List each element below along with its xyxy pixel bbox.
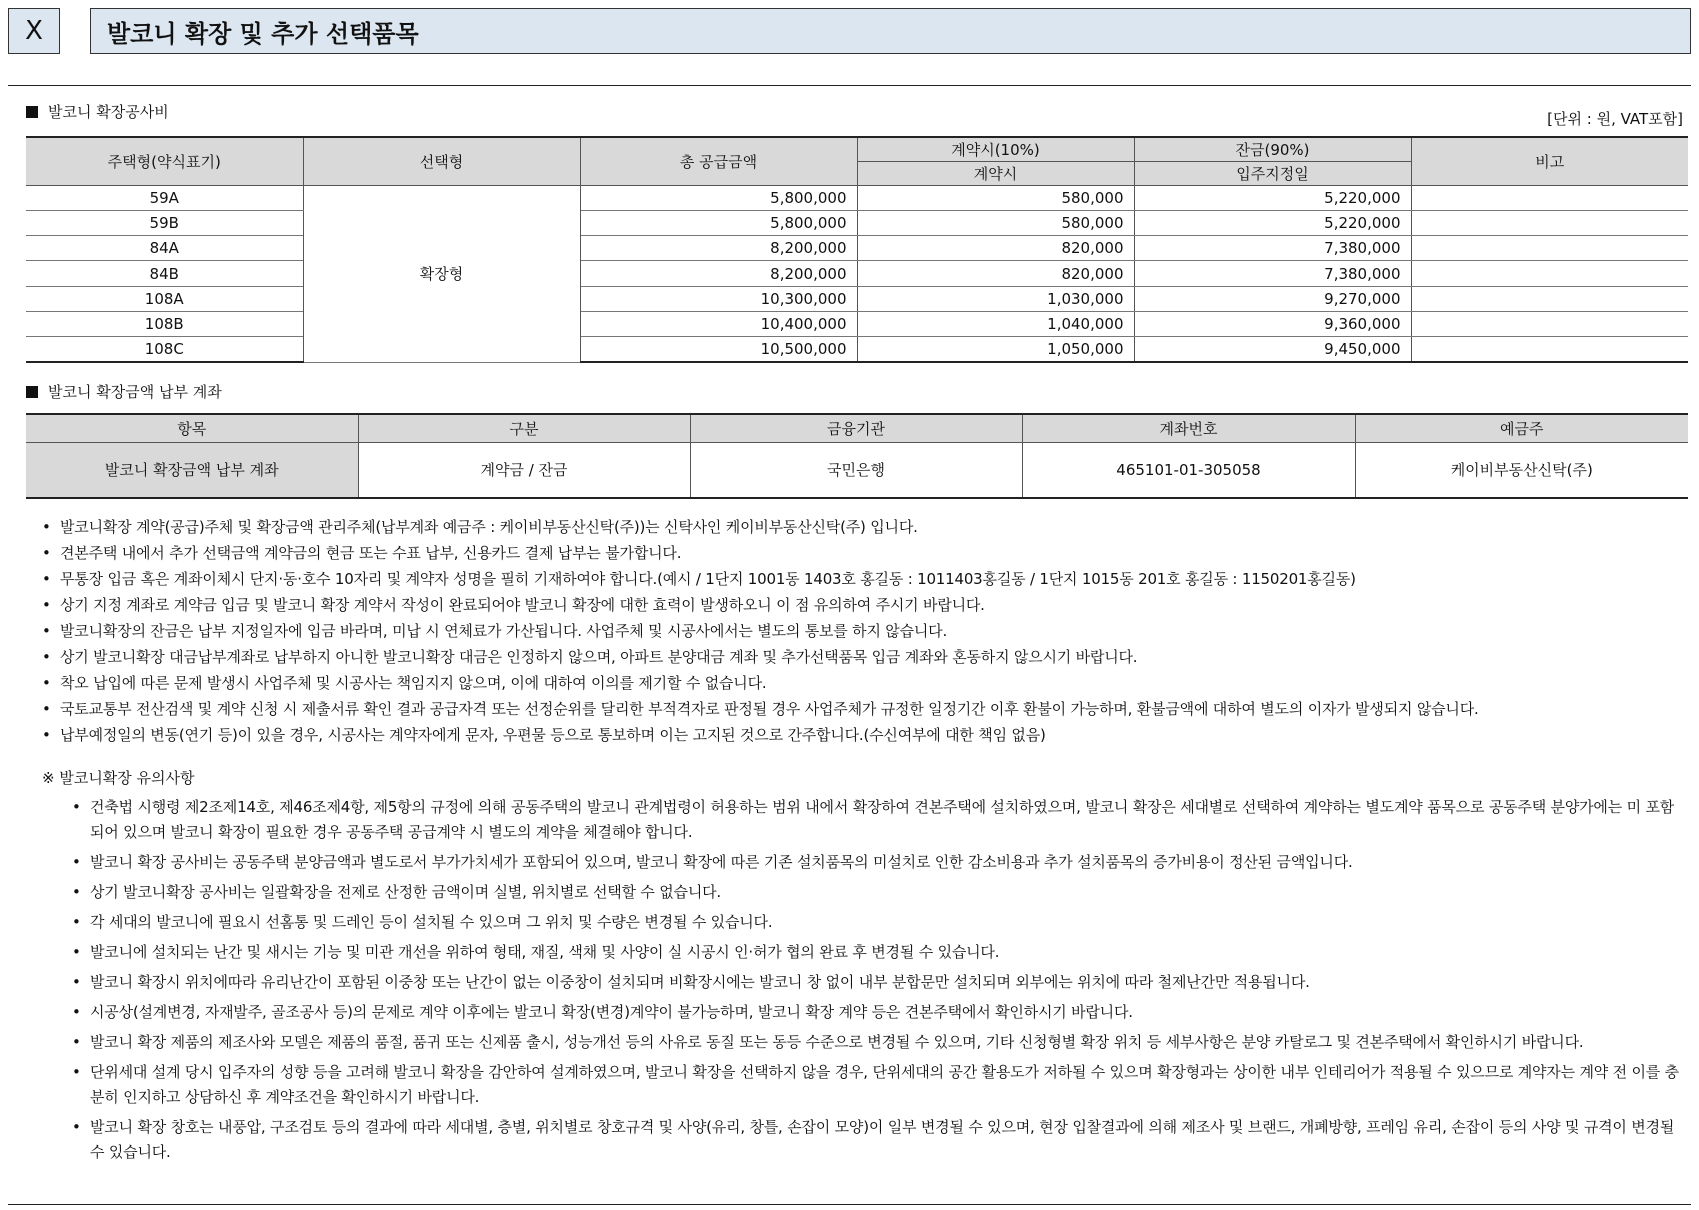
table-row [26, 236, 1688, 261]
payment-notes-list [42, 514, 1692, 748]
header-depositor: 예금주 [1355, 414, 1688, 442]
cell-total: 10,400,000 [580, 311, 857, 336]
cell-balance: 5,220,000 [1134, 210, 1411, 235]
table-row [26, 286, 1688, 311]
list-item: • 상기 지정 계좌로 계약금 입금 및 발코니 확장 계약서 작성이 완료되어야 발코니 확장에 대한 효력이 발생하오니 이 점 유의하여 주시기 바랍니다. [42, 592, 1692, 618]
table-row [26, 210, 1688, 235]
cell-type: 59B [26, 210, 303, 235]
account-number: 465101-01-305058 [1022, 442, 1355, 498]
cell-balance: 9,270,000 [1134, 286, 1411, 311]
header-item: 항목 [26, 414, 358, 442]
cell-remark [1411, 337, 1688, 362]
cell-total: 10,500,000 [580, 337, 857, 362]
header-remark: 비고 [1411, 137, 1688, 185]
unit-note: [단위 : 원, VAT포함] [1547, 110, 1683, 128]
page-title: 발코니 확장 및 추가 선택품목 [90, 8, 1691, 54]
cell-type: 108C [26, 337, 303, 362]
cell-contract: 1,050,000 [857, 337, 1134, 362]
square-bullet-icon [26, 386, 38, 398]
cell-contract: 1,030,000 [857, 286, 1134, 311]
header-contract-group: 계약시(10%) [857, 137, 1134, 161]
list-item: • 무통장 입금 혹은 계좌이체시 단지·동·호수 10자리 및 계약자 성명을 필히 기재하여야 합니다.(예시 / 1단지 1001동 1403호 홍길동 : 1011403홍길동 / 1단지 1015동 201호 홍길동 : 1150201홍길동) [42, 566, 1692, 592]
cell-balance: 9,360,000 [1134, 311, 1411, 336]
section-marker: X [8, 8, 60, 54]
list-item: • 건축법 시행령 제2조제14호, 제46조제4항, 제5항의 규정에 의해 공동주택의 발코니 관계법령이 허용하는 범위 내에서 확장하여 견본주택에 설치하였으며, 발코니 확장은 세대별로 선택하여 계약하는 별도계약 품목으로 공동주택 분양가에는 미 포함되어 있으며 발코니 확장이 필요한 경우 공동주택 공급계약 시 별도의 계약을 체결해야 합니다. [72, 795, 1687, 845]
list-item: • 착오 납입에 따른 문제 발생시 사업주체 및 시공사는 책임지지 않으며, 이에 대하여 이의를 제기할 수 없습니다. [42, 670, 1692, 696]
list-item: • 국토교통부 전산검색 및 계약 신청 시 제출서류 확인 결과 공급자격 또는 선정순위를 달리한 부적격자로 판정될 경우 사업주체가 규정한 일정기간 이후 환불이 가능하며, 환불금액에 대하여 별도의 이자가 발생되지 않습니다. [42, 696, 1692, 722]
cell-contract: 820,000 [857, 261, 1134, 286]
cell-remark [1411, 210, 1688, 235]
payment-account-table [26, 413, 1688, 499]
list-item: • 견본주택 내에서 추가 선택금액 계약금의 현금 또는 수표 납부, 신용카드 결제 납부는 불가합니다. [42, 540, 1692, 566]
square-bullet-icon [26, 106, 38, 118]
cell-remark [1411, 236, 1688, 261]
account-bank: 국민은행 [690, 442, 1022, 498]
balcony-cost-table [26, 136, 1688, 363]
table-row [26, 261, 1688, 286]
cell-contract: 820,000 [857, 236, 1134, 261]
cell-option: 확장형 [303, 185, 580, 362]
header-balance-group: 잔금(90%) [1134, 137, 1411, 161]
header-total: 총 공급금액 [580, 137, 857, 185]
divider [8, 85, 1691, 86]
caution-list [72, 795, 1687, 1170]
list-item: • 납부예정일의 변동(연기 등)이 있을 경우, 시공사는 계약자에게 문자, 우편물 등으로 통보하며 이는 고지된 것으로 간주합니다.(수신여부에 대한 책임 없음) [42, 722, 1692, 748]
header-contract-sub: 계약시 [857, 161, 1134, 185]
account-heading-text: 발코니 확장금액 납부 계좌 [48, 383, 222, 401]
table-row [26, 185, 1688, 210]
account-section-heading [26, 381, 222, 402]
cell-type: 59A [26, 185, 303, 210]
cell-remark [1411, 185, 1688, 210]
list-item: • 발코니 확장 창호는 내풍압, 구조검토 등의 결과에 따라 세대별, 층별, 위치별로 창호규격 및 사양(유리, 창틀, 손잡이 모양)이 일부 변경될 수 있으며, 현장 입찰결과에 의해 제조사 및 브랜드, 개폐방향, 프레임 유리, 손잡이 등의 사양 및 규격이 변경될 수 있습니다. [72, 1115, 1687, 1165]
account-depositor: 케이비부동산신탁(주) [1355, 442, 1688, 498]
header-option: 선택형 [303, 137, 580, 185]
cell-total: 8,200,000 [580, 261, 857, 286]
list-item: • 발코니확장의 잔금은 납부 지정일자에 입금 바라며, 미납 시 연체료가 가산됩니다. 사업주체 및 시공사에서는 별도의 통보를 하지 않습니다. [42, 618, 1692, 644]
caution-heading: ※ 발코니확장 유의사항 [42, 769, 195, 787]
cell-type: 84B [26, 261, 303, 286]
cell-type: 108A [26, 286, 303, 311]
header-type: 주택형(약식표기) [26, 137, 303, 185]
cell-contract: 580,000 [857, 210, 1134, 235]
cell-remark [1411, 311, 1688, 336]
account-item: 발코니 확장금액 납부 계좌 [26, 442, 358, 498]
list-item: • 발코니 확장 공사비는 공동주택 분양금액과 별도로서 부가가치세가 포함되어 있으며, 발코니 확장에 따른 기존 설치품목의 미설치로 인한 감소비용과 추가 설치품목의 증가비용이 정산된 금액입니다. [72, 850, 1687, 875]
header-bank: 금융기관 [690, 414, 1022, 442]
cell-total: 5,800,000 [580, 185, 857, 210]
list-item: • 상기 발코니확장 공사비는 일괄확장을 전제로 산정한 금액이며 실별, 위치별로 선택할 수 없습니다. [72, 880, 1687, 905]
table-row [26, 311, 1688, 336]
header-category: 구분 [358, 414, 690, 442]
table-row [26, 442, 1688, 498]
cell-type: 108B [26, 311, 303, 336]
cell-type: 84A [26, 236, 303, 261]
cell-total: 5,800,000 [580, 210, 857, 235]
divider [8, 1204, 1691, 1205]
cost-heading-text: 발코니 확장공사비 [48, 103, 169, 121]
header-balance-sub: 입주지정일 [1134, 161, 1411, 185]
list-item: • 발코니에 설치되는 난간 및 새시는 기능 및 미관 개선을 위하여 형태, 재질, 색채 및 사양이 실 시공시 인·허가 협의 완료 후 변경될 수 있습니다. [72, 940, 1687, 965]
account-category: 계약금 / 잔금 [358, 442, 690, 498]
cell-balance: 5,220,000 [1134, 185, 1411, 210]
section-title-bar [8, 8, 1691, 54]
list-item: • 단위세대 설계 당시 입주자의 성향 등을 고려해 발코니 확장을 감안하여 설계하였으며, 발코니 확장을 선택하지 않을 경우, 단위세대의 공간 활용도가 저하될 수 있으며 확장형과는 상이한 내부 인테리어가 적용될 수 있으므로 계약자는 계약 전 이를 충분히 인지하고 상담하신 후 계약조건을 확인하시기 바랍니다. [72, 1060, 1687, 1110]
cell-balance: 7,380,000 [1134, 261, 1411, 286]
header-account-number: 계좌번호 [1022, 414, 1355, 442]
list-item: • 발코니확장 계약(공급)주체 및 확장금액 관리주체(납부계좌 예금주 : 케이비부동산신탁(주))는 신탁사인 케이비부동산신탁(주) 입니다. [42, 514, 1692, 540]
list-item: • 각 세대의 발코니에 필요시 선홈통 및 드레인 등이 설치될 수 있으며 그 위치 및 수량은 변경될 수 있습니다. [72, 910, 1687, 935]
list-item: • 상기 발코니확장 대금납부계좌로 납부하지 아니한 발코니확장 대금은 인정하지 않으며, 아파트 분양대금 계좌 및 추가선택품목 입금 계좌와 혼동하지 않으시기 바랍니다. [42, 644, 1692, 670]
list-item: • 발코니 확장 제품의 제조사와 모델은 제품의 품절, 품귀 또는 신제품 출시, 성능개선 등의 사유로 동질 또는 동등 수준으로 변경될 수 있으며, 기타 신청형별 확장 위치 등 세부사항은 분양 카탈로그 및 견본주택에서 확인하시기 바랍니다. [72, 1030, 1687, 1055]
cell-balance: 9,450,000 [1134, 337, 1411, 362]
table-row [26, 337, 1688, 362]
cell-remark [1411, 286, 1688, 311]
cell-contract: 1,040,000 [857, 311, 1134, 336]
cell-balance: 7,380,000 [1134, 236, 1411, 261]
cell-contract: 580,000 [857, 185, 1134, 210]
cost-section-heading [26, 101, 169, 122]
cell-total: 10,300,000 [580, 286, 857, 311]
cell-remark [1411, 261, 1688, 286]
list-item: • 시공상(설계변경, 자재발주, 골조공사 등)의 문제로 계약 이후에는 발코니 확장(변경)계약이 불가능하며, 발코니 확장 계약 등은 견본주택에서 확인하시기 바랍니다. [72, 1000, 1687, 1025]
cell-total: 8,200,000 [580, 236, 857, 261]
list-item: • 발코니 확장시 위치에따라 유리난간이 포함된 이중창 또는 난간이 없는 이중창이 설치되며 비확장시에는 발코니 창 없이 내부 분합문만 설치되며 외부에는 위치에 따라 철제난간만 적용됩니다. [72, 970, 1687, 995]
